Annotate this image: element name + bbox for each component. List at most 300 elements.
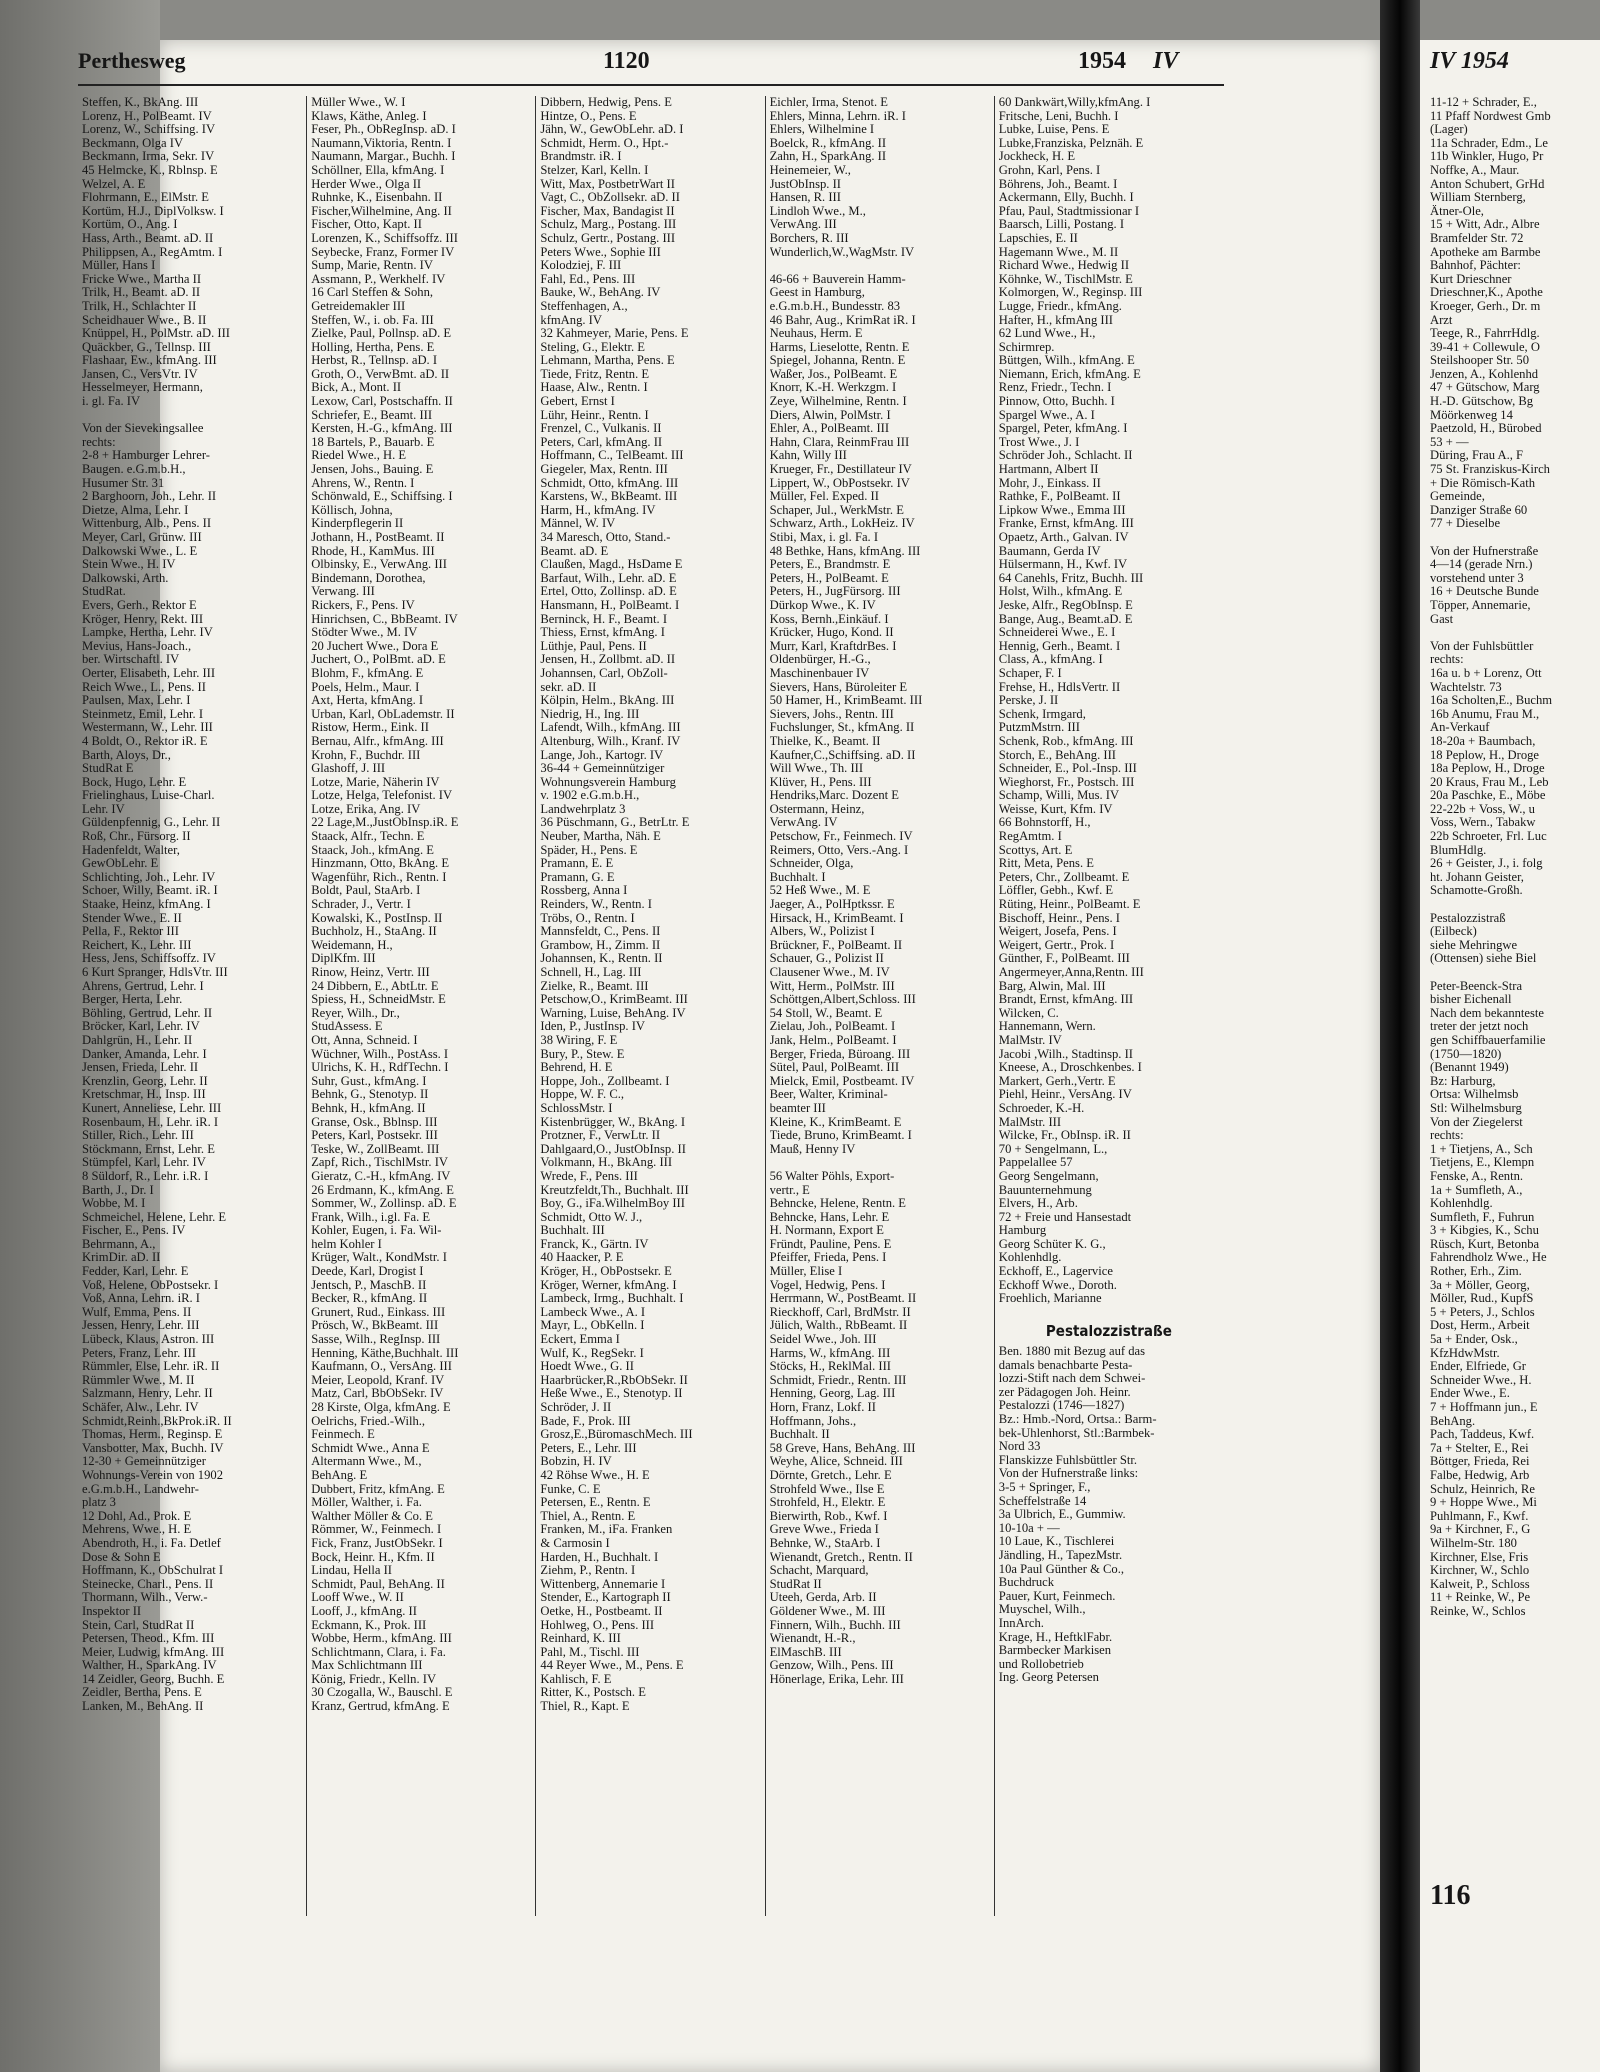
directory-entry: Waßer, Jos., PolBeamt. E [769,367,898,381]
next-page-entry: Kurt Drieschner [1430,272,1512,286]
directory-entry: Krueger, Fr., Destillateur IV [769,463,912,477]
directory-entry: Beer, Walter, Kriminal- [769,1088,888,1102]
directory-entry: Wittenburg, Alb., Pens. II [82,517,212,531]
directory-entry: Zielke, R., Beamt. III [540,979,649,993]
directory-entry: Barmbecker Markisen [998,1644,1112,1658]
directory-entry: Hansen, R. III [769,191,841,205]
next-page-entry: 75 St. Franziskus-Kirch [1430,463,1550,477]
directory-entry: 20 Juchert Wwe., Dora E [311,639,439,653]
directory-entry: Elvers, H., Arb. [998,1197,1078,1211]
next-page-entry: (Lager) [1430,123,1468,137]
directory-entry: Staack, Alfr., Techn. E [311,830,425,844]
directory-entry: rechts: [82,435,116,449]
directory-entry: Kaufmann, O., VersAng. III [311,1360,452,1374]
directory-entry: KrimDir. aD. II [82,1251,161,1265]
page-header-edition: IV [1153,48,1179,74]
directory-entry: 40 Haacker, P. E [540,1251,624,1265]
directory-entry: Oerter, Elisabeth, Lehr. III [82,666,216,680]
directory-entry: 46-66 + Bauverein Hamm- [769,272,906,286]
directory-entry: Boldt, Paul, StaArb. I [311,884,421,898]
directory-entry: 24 Dibbern, E., AbtLtr. E [311,979,439,993]
directory-entry: Evers, Gerh., Rektor E [82,598,197,612]
directory-entry: Scheffelstraße 14 [998,1494,1087,1508]
directory-entry: Altenburg, Wilh., Kranf. IV [540,734,681,748]
directory-entry: Tiede, Bruno, KrimBeamt. I [769,1129,912,1143]
directory-entry: Vansbotter, Max, Buchh. IV [82,1441,224,1455]
directory-entry: Lühr, Heinr., Rentn. I [540,408,649,422]
directory-entry: Scottys, Art. E [998,843,1073,857]
directory-entry: StudAssess. E [311,1020,383,1034]
directory-entry: Krage, H., HeftklFabr. [998,1630,1113,1644]
next-page-entry: Steilshooper Str. 50 [1430,354,1530,368]
directory-entry: Wrede, F., Pens. III [540,1169,638,1183]
directory-entry: Behnk, G., Stenotyp. II [311,1088,429,1102]
directory-entry: Zeye, Wilhelmine, Rentn. I [769,395,907,409]
column-1 [78,96,307,1916]
directory-entry: Naumann,Viktoria, Rentn. I [311,136,452,150]
directory-entry: Kölpin, Helm., BkAng. III [540,694,675,708]
directory-entry: Boy, G., iFa.WilhelmBoy III [540,1197,685,1211]
directory-entry: Feser, Ph., ObRegInsp. aD. I [311,123,456,137]
directory-entry: Schmidt, Otto, kfmAng. III [540,476,679,490]
directory-entry: Hoedt Wwe., G. II [540,1360,634,1374]
directory-entry: Stümpfel, Karl, Lehr. IV [82,1156,206,1170]
directory-entry: Lubke,Franziska, Pelznäh. E [998,136,1144,150]
directory-entry: Schmidt Wwe., Anna E [311,1441,430,1455]
directory-entry: Zielke, Paul, Pollnsp. aD. E [311,327,452,341]
street-heading: Pestalozzistraße [1045,1325,1172,1340]
directory-entry: Ehler, A., PolBeamt. III [769,422,890,436]
directory-entry: Bobzin, H. IV [540,1455,612,1469]
directory-entry: Knüppel, H., PolMstr. aD. III [82,327,230,341]
directory-entry: Fahl, Ed., Pens. III [540,272,636,286]
directory-entry: Hess, Jens, Schiffsoffz. IV [82,952,216,966]
next-page-entry: Böttger, Frieda, Rei [1430,1455,1530,1469]
directory-entry: Assmann, P., Werkhelf. IV [311,272,446,286]
directory-entry: Landwehrplatz 3 [540,802,626,816]
next-page-entry: 7a + Stelter, E., Rei [1430,1441,1529,1455]
directory-entry: Stender, E., Kartograph II [540,1591,671,1605]
next-page-entry: 22b Schroeter, Frl. Luc [1430,830,1547,844]
directory-entry: Müller, Elise I [769,1265,843,1279]
next-page-entry: bisher Eichenall [1430,993,1512,1007]
directory-entry: Markert, Gerh.,Vertr. E [998,1074,1116,1088]
directory-entry: Class, A., kfmAng. I [998,653,1103,667]
directory-entry: Kneese, A., Droschkenbes. I [998,1061,1142,1075]
directory-entry: Henning, Georg, Lag. III [769,1387,896,1401]
next-page-entry: Von der Ziegelerst [1430,1115,1523,1129]
directory-entry: Bierwirth, Rob., Kwf. I [769,1509,888,1523]
directory-entry: Steinmetz, Emil, Lehr. I [82,707,204,721]
next-page-entry: 22-22b + Voss, W., u [1430,802,1535,816]
directory-entry: Rümmler, Else, Lehr. iR. II [82,1360,220,1374]
next-page-entry: Rother, Erh., Zim. [1430,1265,1522,1279]
directory-entry: Ehlers, Minna, Lehrn. iR. I [769,109,906,123]
directory-entry: Ahrens, Gertrud, Lehr. I [82,979,204,993]
column-5 [995,96,1224,1916]
directory-entry: Spargel, Peter, kfmAng. I [998,422,1128,436]
directory-entry: Peters, Franz, Lehr. III [82,1346,197,1360]
directory-entry: Neuhaus, Herm. E [769,327,863,341]
directory-entry: Späder, H., Pens. E [540,843,638,857]
directory-entry: Kreutzfeldt,Th., Buchhalt. III [540,1183,689,1197]
next-page-entry: H.-D. Gütschow, Bg [1430,395,1534,409]
directory-entry: Husumer Str. 31 [82,476,165,490]
directory-entry: Pramann, E. E [540,857,614,871]
directory-entry: Wohnungs-Verein von 1902 [82,1468,223,1482]
next-page-lines [1430,96,1600,1619]
directory-entry: 52 Heß Wwe., M. E [769,884,871,898]
next-page-entry: 7 + Hoffmann jun., E [1430,1401,1538,1414]
directory-entry: 36 Püschmann, G., BetrLtr. E [540,816,690,830]
directory-entry: Mohr, J., Einkass. II [998,476,1101,490]
directory-entry: Richard Wwe., Hedwig II [998,259,1130,273]
directory-entry: Kolodziej, F. III [540,259,622,273]
directory-entry: Römmer, W., Feinmech. I [311,1523,442,1537]
directory-entry: Flohrmann, E., ElMstr. E [82,191,209,205]
directory-entry: 32 Kahmeyer, Marie, Pens. E [540,327,689,341]
directory-entry: Stöcks, H., ReklMal. III [769,1360,891,1374]
next-page-entry: 5a + Ender, Osk., [1430,1333,1518,1347]
directory-entry: 38 Wiring, F. E [540,1033,618,1047]
next-page-entry: 1a + Sumfleth, A., [1430,1183,1523,1197]
directory-entry: kfmAng. IV [540,313,602,327]
next-page-entry: 16a u. b + Lorenz, Ott [1430,666,1542,680]
directory-entry: Schoer, Willy, Beamt. iR. I [82,884,218,898]
directory-entry: Jank, Helm., PolBeamt. I [769,1033,897,1047]
directory-entry: bek-Uhlenhorst, Stl.:Barmbek- [998,1426,1155,1440]
directory-entry: Petersen, Theod., Kfm. III [82,1632,215,1646]
directory-entry: Heinemeier, W., [769,163,851,177]
directory-entry: Thielke, K., Beamt. II [769,734,881,748]
directory-entry: Müller, Fel. Exped. II [769,490,879,504]
directory-entry: Fischer, Otto, Kapt. II [311,218,422,232]
directory-entry: Ziehm, P., Rentn. I [540,1564,636,1578]
directory-entry: Henning, Käthe,Buchhalt. III [311,1346,459,1360]
directory-entry: Hadenfeldt, Walter, [82,843,180,857]
next-page-entry: siehe Mehringwe [1430,938,1518,952]
next-page-entry: Wachtelstr. 73 [1430,680,1502,694]
directory-entry: Lüthje, Paul, Pens. II [540,639,647,653]
directory-entry: Steffen, K., BkAng. III [82,96,199,109]
directory-entry: Grohn, Karl, Pens. I [998,163,1101,177]
directory-entry: Ott, Anna, Schneid. I [311,1033,418,1047]
directory-entry: Spiess, H., SchneidMstr. E [311,993,446,1007]
directory-columns [78,96,1224,1916]
directory-entry: Klüver, H., Pens. III [769,775,872,789]
directory-entry: damals benachbarte Pesta- [998,1358,1133,1372]
directory-entry: Wulf, Emma, Pens. II [82,1305,192,1319]
next-page-entry: 16 + Deutsche Bunde [1430,585,1539,599]
directory-entry: H. Normann, Export E [769,1224,884,1238]
next-page-entry: Tietjens, E., Klempn [1430,1156,1535,1170]
directory-entry: Köllisch, Johna, [311,503,393,517]
directory-entry: Dahlgrün, H., Lehr. II [82,1033,193,1047]
next-page-entry: Von der Fuhlsbüttler [1430,639,1534,653]
directory-entry: Kistenbrügger, W., BkAng. I [540,1115,686,1129]
directory-entry: SchlossMstr. I [540,1101,613,1115]
directory-entry: Pauer, Kurt, Feinmech. [998,1589,1116,1603]
directory-entry: Claußen, Magd., HsDame E [540,558,683,572]
directory-entry: Fründt, Pauline, Pens. E [769,1237,892,1251]
directory-entry: Spiegel, Johanna, Rentn. E [769,354,906,368]
directory-entry: Oelrichs, Fried.-Wilh., [311,1414,426,1428]
directory-entry: Behrmann, A., [82,1237,156,1251]
directory-entry: Meyer, Carl, Grünw. III [82,531,202,544]
directory-entry: Weidemann, H., [311,938,393,952]
directory-entry: Bange, Aug., Beamt.aD. E [998,612,1133,626]
directory-entry: ElMaschB. III [769,1645,842,1659]
directory-entry: 45 Helmcke, K., Rblnsp. E [82,163,218,177]
next-page-entry: 20a Paschke, E., Möbe [1430,789,1546,803]
directory-entry: Steffenhagen, A., [540,299,628,313]
directory-entry: Looff, J., kfmAng. II [311,1604,417,1618]
directory-entry: Dietze, Alma, Lehr. I [82,503,189,517]
directory-entry: Angermeyer,Anna,Rentn. III [998,966,1144,979]
directory-entry: Fricke Wwe., Martha II [82,272,202,286]
directory-entry: Ertel, Otto, Zollinsp. aD. E [540,585,677,599]
directory-entry: Hintze, O., Pens. E [540,109,637,123]
directory-entry: Thormann, Wilh., Verw.- [82,1591,208,1605]
directory-entry: Hartmann, Albert II [998,463,1099,477]
directory-entry: Feinmech. E [311,1428,375,1442]
directory-entry: Maschinenbauer IV [769,666,870,680]
directory-entry: Haarbrücker,R.,RbObSekr. II [540,1373,688,1387]
next-page-entry: Möörkenweg 14 [1430,408,1513,422]
directory-entry: 6 Kurt Spranger, HdlsVtr. III [82,966,228,979]
directory-entry: Kahlisch, F. E [540,1672,612,1686]
directory-entry: Schacht, Marquard, [769,1564,869,1578]
directory-entry: Weigert, Josefa, Pens. I [998,925,1117,939]
directory-entry: Kolmorgen, W., Reginsp. III [998,286,1143,300]
next-page-entry: vorstehend unter 3 [1430,571,1524,585]
directory-entry: Rickers, F., Pens. IV [311,598,415,612]
next-page-entry: Nach dem bekannteste [1430,1006,1544,1020]
directory-entry: Sasse, Wilh., RegInsp. III [311,1333,441,1347]
directory-entry: Hohlweg, O., Pens. III [540,1618,655,1632]
directory-entry: Bauunternehmung [998,1183,1092,1197]
directory-entry: Bade, F., Prok. III [540,1414,631,1428]
directory-entry: Opaetz, Arth., Galvan. IV [998,531,1129,544]
directory-entry: Pfeiffer, Frieda, Pens. I [769,1251,887,1265]
directory-entry: Westermann, W., Lehr. III [82,721,213,735]
directory-entry: Borchers, R. III [769,231,849,245]
directory-entry: 54 Stoll, W., Beamt. E [769,1006,883,1020]
directory-entry: Hamburg [998,1224,1047,1238]
directory-entry: Kleine, K., KrimBeamt. E [769,1115,902,1129]
directory-entry: Johannsen, K., Rentn. II [540,952,663,966]
next-page-entry: Arzt [1430,313,1453,327]
directory-entry: Volkmann, H., BkAng. III [540,1156,673,1170]
directory-entry: Staake, Heinz, kfmAng. I [82,898,211,912]
directory-entry: Jentsch, P., MaschB. II [311,1278,427,1292]
directory-entry: Lotze, Erika, Ang. IV [311,802,421,816]
next-page-entry: Ortsa: Wilhelmsb [1430,1088,1519,1102]
directory-entry: Lexow, Carl, Postschaffn. II [311,395,453,409]
directory-entry: Hafter, H., kfmAng III [998,313,1113,327]
directory-entry: Hagemann Wwe., M. II [998,245,1119,259]
directory-entry: Franken, M., iFa. Franken [540,1523,673,1537]
directory-entry: Ritter, K., Postsch. E [540,1686,646,1700]
page-header-street: Perthesweg [78,48,186,73]
directory-entry: Schirmrep. [998,340,1055,354]
directory-entry: Karstens, W., BkBeamt. III [540,490,678,504]
next-page-entry: 20 Kraus, Frau M., Leb [1430,775,1549,789]
directory-entry: Wohnungsverein Hamburg [540,775,676,789]
directory-entry: Kortüm, O., Ang. I [82,218,178,232]
directory-entry: Göldener Wwe., M. III [769,1604,886,1618]
next-page-entry: Noffke, A., Maur. [1430,163,1520,177]
directory-entry: Looff Wwe., W. II [311,1591,404,1605]
directory-entry: Reichert, K., Lehr. III [82,938,192,952]
next-page-entry: Wilhelm-Str. 180 [1430,1536,1517,1550]
directory-entry: Strohfeld Wwe., Ilse E [769,1482,885,1496]
directory-entry: Hinrichsen, C., BbBeamt. IV [311,612,458,626]
next-page-entry: 11-12 + Schrader, E., [1430,96,1537,109]
directory-entry: Schnell, H., Lag. III [540,966,642,979]
directory-entry: Dörnte, Gretch., Lehr. E [769,1468,892,1482]
next-page-entry: William Sternberg, [1430,191,1526,205]
directory-entry: 22 Lage,M.,JustObInsp.iR. E [311,816,459,830]
directory-entry: Hoppe, Joh., Zollbeamt. I [540,1074,670,1088]
directory-entry: StudRat. [82,585,126,599]
directory-entry: Schaper, F. I [998,666,1062,680]
directory-entry: Männel, W. IV [540,517,616,531]
directory-entry: Buchhalt. III [540,1224,605,1238]
directory-entry: Hoppe, W. F. C., [540,1088,625,1102]
directory-entry: Hahn, Clara, ReinmFrau III [769,435,910,449]
directory-entry: Lange, Joh., Kartogr. IV [540,748,664,762]
directory-entry: Fischer, Max, Bandagist II [540,204,675,218]
directory-entry: Becker, R., kfmAng. II [311,1292,428,1306]
directory-entry: MalMstr. III [998,1115,1062,1129]
directory-entry: Schneider, E., Pol.-Insp. III [998,762,1137,776]
directory-entry: 46 Bahr, Aug., KrimRat iR. I [769,313,916,327]
directory-entry: Krohn, F., Buchdr. III [311,748,421,762]
directory-entry: Müller Wwe., W. I [311,96,406,109]
directory-entry: Sump, Marie, Rentn. IV [311,259,433,273]
directory-entry: Schenk, Rob., kfmAng. III [998,734,1134,748]
directory-entry: Kranz, Gertrud, kfmAng. E [311,1700,450,1714]
next-page-entry: 18 Peplow, H., Droge [1430,748,1540,762]
directory-entry: Granse, Osk., Bblnsp. III [311,1115,438,1129]
next-page-entry: Kroeger, Gerh., Dr. m [1430,299,1541,313]
directory-entry: Kahn, Willy III [769,449,847,463]
directory-entry [999,1306,1219,1320]
directory-entry: Herrmann, W., PostBeamt. II [769,1292,917,1306]
directory-entry: Mannsfeldt, C., Pens. II [540,925,661,939]
directory-entry: PutzmMstrn. III [998,721,1080,735]
directory-entry: Pappelallee 57 [998,1156,1073,1170]
book-gutter [1380,0,1420,2072]
page-header-year: 1954 [1078,48,1126,74]
directory-entry: Kortüm, H.J., DiplVolksw. I [82,204,224,218]
directory-entry: Schaper, Jul., WerkMstr. E [769,503,904,517]
directory-entry: Peters, H., JugFürsorg. III [769,585,901,599]
directory-entry: Barth, J., Dr. I [82,1183,154,1197]
directory-entry: Ritt, Meta, Pens. E [998,857,1094,871]
directory-entry: Wieghorst, Fr., Postsch. III [998,775,1135,789]
directory-entry: Büttgen, Wilh., kfmAng. E [998,354,1135,368]
directory-entry: Holst, Wilh., kfmAng. E [998,585,1123,599]
next-page-entry: Teege, R., FahrrHdlg. [1430,327,1540,341]
directory-entry: 18 Bartels, P., Bauarb. E [311,435,435,449]
directory-entry: Koss, Bernh.,Einkäuf. I [769,612,889,626]
directory-entry: Ruhnke, K., Eisenbahn. II [311,191,443,205]
directory-entry: Krenzlin, Georg, Lehr. II [82,1074,208,1088]
directory-entry: Ostermann, Heinz, [769,802,865,816]
directory-entry: Lotze, Helga, Telefonist. IV [311,789,453,803]
column-3 [536,96,765,1916]
directory-entry: Berger, Frieda, Büroang. III [769,1047,911,1061]
next-page-entry: Ätner-Ole, [1430,204,1484,218]
directory-entry: Lanken, M., BehAng. II [82,1700,204,1714]
directory-entry [770,259,989,273]
next-page-entry: Gemeinde, [1430,490,1485,504]
directory-entry: Petschow, Fr., Feinmech. IV [769,830,913,844]
directory-entry: Sütel, Paul, PolBeamt. III [769,1061,900,1075]
directory-entry: Krüger, Walt., KondMstr. I [311,1251,447,1265]
next-page-entry: 11b Winkler, Hugo, Pr [1430,150,1544,164]
directory-entry: Bock, Heinr. H., Kfm. II [311,1550,435,1564]
directory-entry: Schlichting, Joh., Lehr. IV [82,870,216,884]
directory-entry: Naumann, Margar., Buchh. I [311,150,456,164]
directory-entry: 4 Boldt, O., Rektor iR. E [82,734,208,748]
directory-entry: Voß, Anna, Lehrn. iR. I [82,1292,200,1306]
next-page-entry: Töpper, Annemarie, [1430,598,1531,612]
next-page-entry: An-Verkauf [1430,721,1490,735]
next-page-entry: rechts: [1430,1129,1464,1143]
directory-entry: 36-44 + Gemeinnütziger [540,762,665,776]
directory-entry: Thiel, R., Kapt. E [540,1700,630,1714]
directory-entry: Muyschel, Wilh., [998,1603,1086,1617]
directory-entry: und Rollobetrieb [998,1657,1084,1671]
directory-entry: Jeske, Alfr., RegObInsp. E [998,598,1133,612]
directory-entry: Frank, Wilh., i.gl. Fa. E [311,1210,431,1224]
next-page-entry: Kirchner, Else, Fris [1430,1550,1529,1564]
directory-entry: Haase, Alw., Rentn. I [540,381,648,395]
directory-entry: Brandt, Ernst, kfmAng. III [998,993,1134,1007]
next-page-entry: Jenzen, A., Kohlenhd [1430,367,1539,381]
directory-entry: Deede, Karl, Drogist I [311,1265,424,1279]
directory-entry: Barth, Aloys, Dr., [82,748,171,762]
directory-entry: Hinzmann, Otto, BkAng. E [311,857,450,871]
next-page-entry: treter der jetzt noch [1430,1020,1529,1034]
next-page-entry: Bramfelder Str. 72 [1430,231,1524,245]
directory-entry: Steling, G., Elektr. E [540,340,645,354]
directory-entry: Jensen, Frieda, Lehr. II [82,1061,199,1075]
directory-entry: Frielinghaus, Luise-Charl. [82,789,215,803]
next-page-entry: 77 + Dieselbe [1430,517,1501,531]
next-page-entry: Rüsch, Kurt, Betonba [1430,1237,1540,1251]
directory-entry: Perske, J. II [998,694,1059,708]
directory-entry: Von der Sievekingsallee [82,422,204,436]
directory-entry: Grunert, Rud., Einkass. III [311,1305,446,1319]
directory-entry: Brandmstr. iR. I [540,150,622,164]
directory-entry: Bz.: Hmb.-Nord, Ortsa.: Barm- [998,1413,1157,1426]
directory-entry: Wagenführ, Rich., Rentn. I [311,870,447,884]
directory-entry: Mayr, L., ObKelln. I [540,1319,645,1333]
directory-entry: Thiess, Ernst, kfmAng. I [540,626,665,640]
directory-entry: Meier, Leopold, Kranf. IV [311,1373,445,1387]
directory-entry: Stender Wwe., E. II [82,911,182,925]
next-page-entry: 18a Peplow, H., Droge [1430,762,1545,776]
directory-entry: Böhling, Gertrud, Lehr. II [82,1006,213,1020]
directory-entry: Pella, F., Rektor III [82,925,179,939]
next-page-entry: Reinke, W., Schlos [1430,1604,1526,1618]
directory-entry: Mehrens, Wwe., H. E [82,1523,192,1537]
directory-entry: Peters, E., Brandmstr. E [769,558,891,572]
